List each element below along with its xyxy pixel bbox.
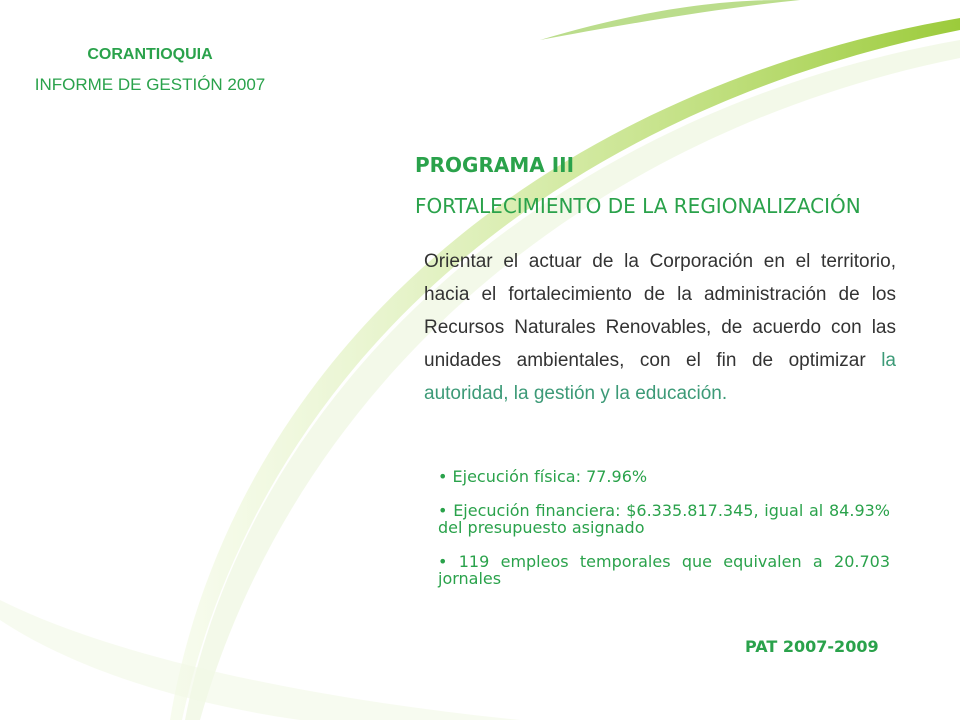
report-title: INFORME DE GESTIÓN 2007 (34, 75, 266, 94)
indicator-physical-execution: Ejecución física: 77.96% (452, 467, 648, 486)
list-item: • 119 empleos temporales que equivalen a 20.703 jornales (438, 552, 890, 588)
list-item: • Ejecución física: 77.96% (438, 467, 648, 486)
indicator-financial-execution: Ejecución financiera: $6.335.817.345, igual al 84.93% del presupuesto asignado (438, 501, 890, 537)
pat-period-label: PAT 2007-2009 (745, 637, 879, 656)
objective-highlight: la autoridad, la gestión y la educación. (424, 350, 896, 404)
indicator-temporary-jobs: 119 empleos temporales que equivalen a 20.703 jornales (438, 552, 890, 588)
indicator-list (438, 468, 890, 604)
organization-name: CORANTIOQUIA (87, 46, 213, 63)
program-title: PROGRAMA III (415, 153, 575, 177)
program-subtitle: FORTALECIMIENTO DE LA REGIONALIZACIÓN (415, 194, 861, 218)
objective-text: Orientar el actuar de la Corporación en el territorio, hacia el fortalecimiento de la administración de los Recursos Naturales Renovables, de acuerdo con las unidades ambientales, con el fin de optimizar (424, 251, 896, 371)
program-objective (424, 245, 896, 410)
list-item: • Ejecución financiera: $6.335.817.345, igual al 84.93% del presupuesto asignado (438, 501, 890, 537)
